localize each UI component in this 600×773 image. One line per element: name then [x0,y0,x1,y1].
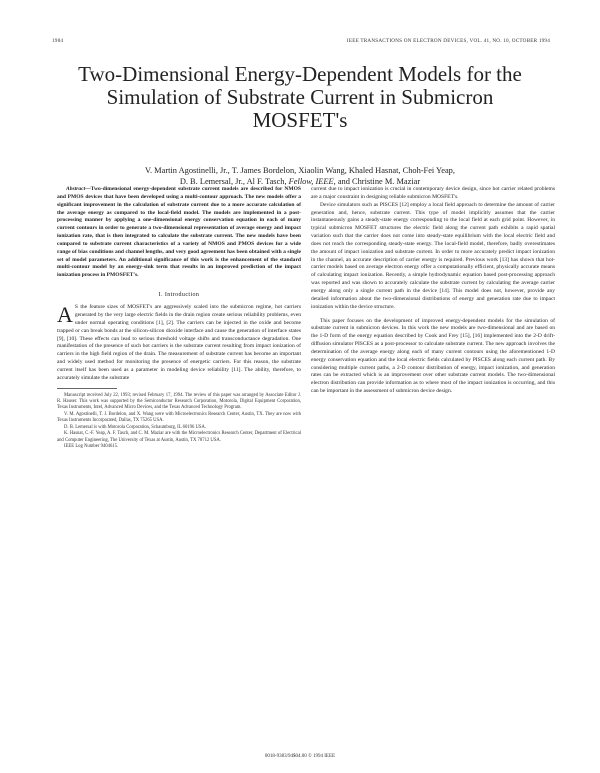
author-line-1: V. Martin Agostinelli, Jr., T. James Bordelon, Xiaolin Wang, Khaled Hasnat, Choh-Fei Yeap, [145,166,455,175]
intro-paragraph [57,304,301,382]
paper-title: Two-Dimensional Energy-Dependent Models for the Simulation of Substrate Current in Submicron MOSFET's [78,62,522,132]
fellow-designation: Fellow, IEEE [288,176,334,186]
drop-cap: A [57,302,73,328]
abstract-label: Abstract— [66,186,91,192]
footnote-divider [57,388,117,389]
footnote-log-number: IEEE Log Number 9404615. [64,444,119,450]
abstract-text: Two-dimensional energy-dependent substrate current models are described for NMOS and PMOS devices that have been developed using a multi-contour approach. The new models offer a significant improvement in the calculation of substrate current due to a more accurate calculation of the average energy as compared to the local-field model. The models are implemented in a post-processing manner by applying a one-dimensional energy conservation equation in each of many current contours in order to generate a two-dimensional representation of average energy and impact ionization rate, that is then integrated to calculate the substrate current. The new models have been compared to substrate current characteristics of a variety of NMOS and PMOS devices for a wide range of bias conditions and channel lengths, and very good agreement has been obtained with a single set of model parameters. An additional significance of this work is the enhancement of the standard multi-contour model by an energy-sink term that results in an improved prediction of the impact ionization process in PMOSFET's. [57,186,301,279]
footnote-affiliation-2: D. B. Lemersal is with Motorola Corporation, Schaumburg, IL 60196 USA. [64,424,207,430]
author-line-2a: D. B. Lemersal, Jr., Al F. Tasch, [179,176,289,186]
journal-header: IEEE TRANSACTIONS ON ELECTRON DEVICES, VOL. 41, NO. 10, OCTOBER 1994 [346,38,550,44]
footnote-manuscript: Manuscript received July 22, 1993; revised February 17, 1994. The review of this paper was arranged by Associate Editor J. R. Hauser. This work was supported by the Semiconductor Research Corporation, Motorola, Digital Equipment Corporation, Texas Instruments, Intel, Advanced Micro Devices, and the Texas Advanced Technology Program. [57,392,301,411]
abstract [57,186,301,280]
right-paragraph-2: Device simulators such as PISCES [12] employ a local field approach to determine the amount of carrier generation and, hence, substrate current. This type of model implicitly assumes that the carrier instantaneously gains a steady-state energy corresponding to the local field at each grid point. However, in typical submicron MOSFET structures the electric field along the current path exhibits a rapid spatial variation such that the carrier does not come into steady-state equilibrium with the local electric field and does not reach the corresponding steady-state energy. The local-field model, therefore, badly overestimates the amount of impact ionization and substrate current. In order to more accurately predict impact ionization in the channel, an accurate description of carrier energy is required. Previous work [13] has shown that hot-carrier models based on average electron energy offer a computationally efficient, physically accurate means of calculating impact ionization. Recently, a simple hydrodynamic equation based post-processing approach was reported and was shown to accurately calculate the substrate current by calculating the average carrier energy along only a single current path in the device [14]. This model does not, however, provide any detailed information about the two-dimensional distributions of energy and generation rate due to impact ionization within the device structure. [311,201,555,310]
right-column [311,186,555,396]
copyright-line: 0018-9383/94$04.00 © 1994 IEEE [264,754,336,759]
footnote-affiliation-3: K. Hasnat, C.-F. Yeap, A. F. Tasch, and C. M. Maziar are with the Microelectronics Research Center, Department of Electrical and Computer Engineering, The University of Texas at Austin, Austin, TX 78712 USA. [57,431,301,443]
footnote-affiliation-1: V. M. Agostinelli, T. J. Bordelon, and X. Wang were with Microelectronics Research Center, Austin, TX. They are now with Texas Instruments Incorporated, Dallas, TX 75265 USA. [57,411,301,424]
section-heading-introduction: I. Introduction [158,292,200,299]
intro-text: S the feature sizes of MOSFET's are aggressively scaled into the submicron regime, hot carriers generated by the very large electric fields in the drain region create serious reliability problems, even under normal operating conditions [1], [2]. The carriers can be injected in the oxide and become trapped or can break bonds at the silicon-silicon dioxide interface and cause the generation of interface states [9], [10]. These effects can lead to serious threshold voltage shifts and transconductance degradation. One manifestation of the presence of such hot carriers is the substrate current resulting from impact ionization of carriers in the high field region of the drain. The measurement of substrate current has become an important and widely used method for monitoring the presence of energetic carriers. For this reason, the substrate current itself has been used as a parameter in modeling device reliability [11]. The ability, therefore, to accurately simulate the substrate [57,304,301,381]
author-line-2b: , and Christine M. Maziar [333,176,421,186]
right-paragraph-3: This paper focuses on the development of improved energy-dependent models for the simulation of substrate current in submicron devices. In this work the new models are two-dimensional and are based on the 1-D form of the energy equation described by Cook and Frey [15], [16] implemented into the 2-D drift-diffusion simulator PISCES as a post-processor to calculate substrate current. The new approach involves the determination of the average energy along each of many current contours using the aforementioned 1-D energy conservation equation and the local electric fields calculated by PISCES along each current path. By considering multiple current paths, a 2-D contour distribution of energy, impact ionization, and generation rates can be extracted which is an improvement over other substrate current models. The two-dimensional electron distribution can provide information as to where most of the impact ionization is occurring, and this can be important in the assessment of submicron device design. [311,317,555,395]
right-paragraph-1: current due to impact ionization is crucial in contemporary device design, since hot carrier related problems are a major constraint in designing reliable submicron MOSFET's. [311,186,555,200]
page-number: 1984 [52,38,64,44]
author-list [80,166,520,187]
left-column [57,186,301,451]
